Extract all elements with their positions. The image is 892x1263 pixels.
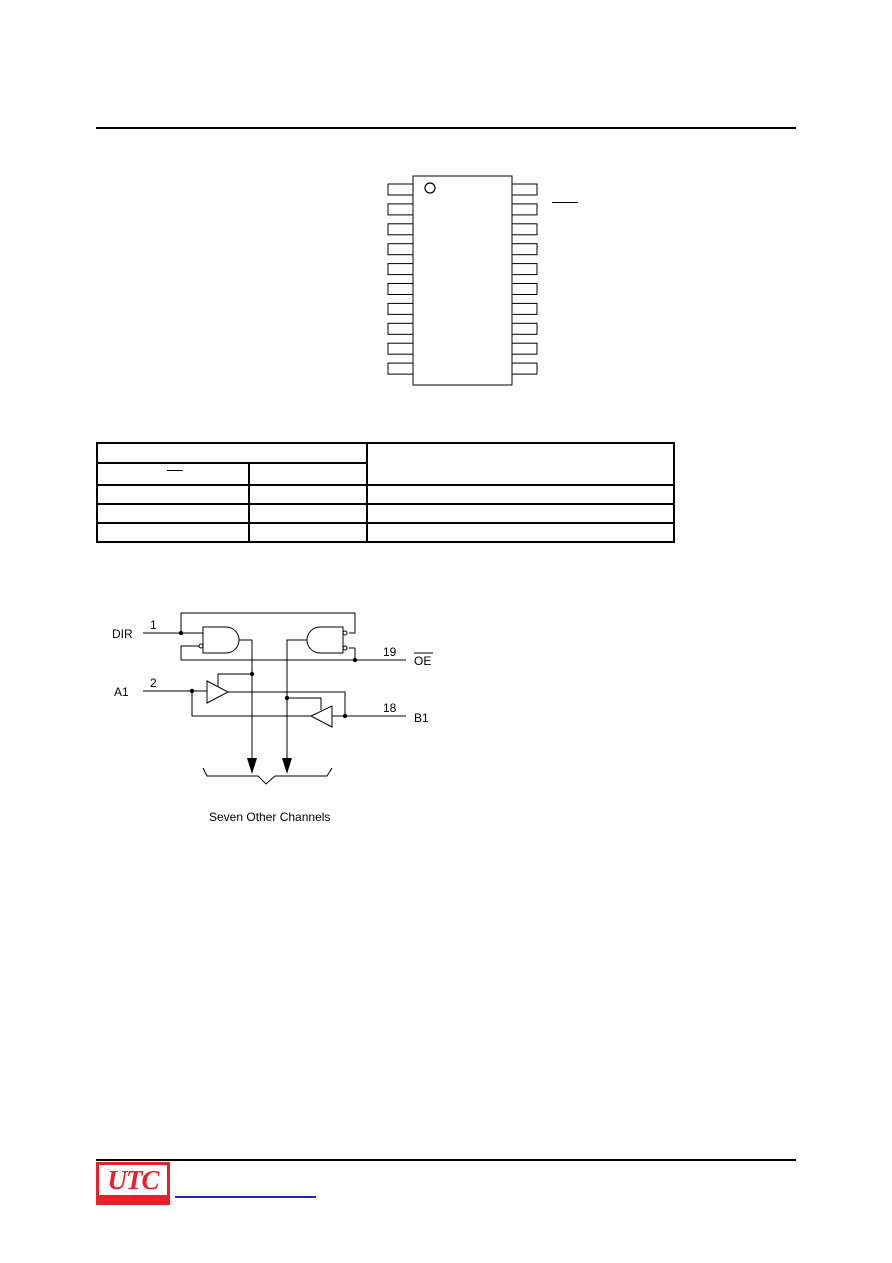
b1-label: B1: [414, 711, 429, 725]
utc-logo: [96, 1162, 170, 1205]
pin-1-label: 1: [150, 618, 157, 632]
oe-label: OE: [414, 654, 432, 668]
a1-label: A1: [114, 685, 129, 699]
channels-caption: Seven Other Channels: [209, 810, 331, 824]
pin-2-label: 2: [150, 676, 157, 690]
pin-19-label: 19: [383, 645, 397, 659]
website-link[interactable]: [175, 1196, 316, 1198]
dir-label: DIR: [112, 627, 133, 641]
footer-rule: [96, 1159, 796, 1161]
right-and-gate: [307, 627, 343, 653]
pin-18-label: 18: [383, 701, 397, 715]
left-and-gate: [203, 627, 239, 653]
logo-text: UTC: [107, 1164, 159, 1195]
